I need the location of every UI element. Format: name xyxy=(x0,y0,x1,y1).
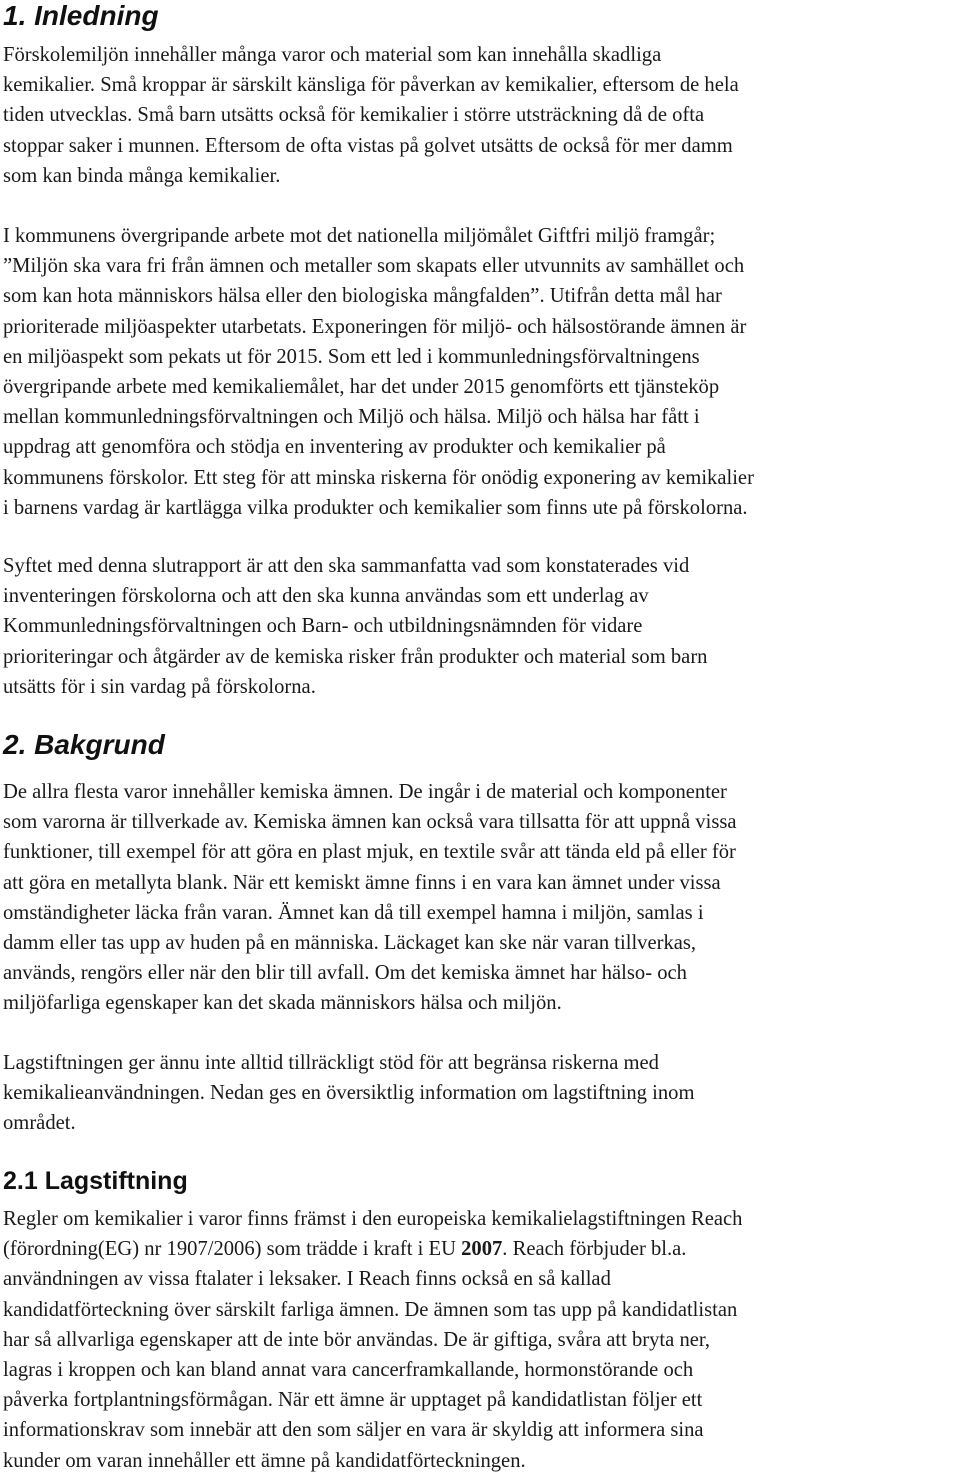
text-line: Lagstiftningen ger ännu inte alltid tillräckligt stöd för att begränsa riskerna med xyxy=(3,1052,659,1074)
text-line: I kommunens övergripande arbete mot det nationella miljömålet Giftfri miljö framgår; xyxy=(3,225,716,247)
text-run: . Reach förbjuder bl.a. xyxy=(502,1238,687,1261)
text-line: stoppar saker i munnen. Eftersom de ofta vistas på golvet utsätts de också för mer damm xyxy=(3,134,733,157)
text-line: som varorna är tillverkade av. Kemiska ämnen kan också vara tillsatta för att uppnå vissa xyxy=(3,811,737,834)
text-line: kemikalieanvändningen. Nedan ges en översiktlig information om lagstiftning inom xyxy=(3,1082,695,1105)
text-line: prioriterade miljöaspekter utarbetats. Exponeringen för miljö- och hälsostörande ämnen är xyxy=(3,315,747,338)
text-line: kunder om varan innehåller ett ämne på kandidatförteckningen. xyxy=(3,1449,526,1472)
text-line: funktioner, till exempel för att göra en plast mjuk, en textile svår att tända eld på eller för xyxy=(3,841,736,864)
paragraph-lagstiftning-reach xyxy=(3,1204,955,1476)
text-line: omständigheter läcka från varan. Ämnet kan då till exempel hamna i miljön, samlas i xyxy=(3,901,704,924)
bold-year: 2007 xyxy=(461,1238,503,1261)
text-line: damm eller tas upp av huden på en människa. Läckaget kan ske när varan tillverkas, xyxy=(3,932,697,955)
text-line: Kommunledningsförvaltningen och Barn- och utbildningsnämnden för vidare xyxy=(3,615,643,638)
text-line: tiden utvecklas. Små barn utsätts också för kemikalier i större utsträckning då de ofta xyxy=(3,104,705,127)
text-line: Regler om kemikalier i varor finns främst i den europeiska kemikalielagstiftningen Reach xyxy=(3,1208,743,1230)
text-line: lagras i kroppen och kan bland annat vara cancerframkallande, hormonstörande och xyxy=(3,1359,694,1382)
paragraph-inledning-kommunens-arbete xyxy=(3,221,955,523)
paragraph-bakgrund-varor xyxy=(3,777,955,1019)
text-line: ”Miljön ska vara fri från ämnen och metaller som skapats eller utvunnits av samhället och xyxy=(3,255,745,278)
text-line: att göra en metallyta blank. När ett kemiskt ämne finns i en vara kan ämnet under vissa xyxy=(3,871,721,894)
text-line: prioriteringar och åtgärder av de kemiska risker från produkter och material som barn xyxy=(3,645,708,668)
text-line: området. xyxy=(3,1112,76,1135)
text-line: mellan kommunledningsförvaltningen och Miljö och hälsa. Miljö och hälsa har fått i xyxy=(3,406,700,429)
text-line: uppdrag att genomföra och stödja en inventering av produkter och kemikalier på xyxy=(3,436,666,459)
text-line: Syftet med denna slutrapport är att den ska sammanfatta vad som konstaterades vid xyxy=(3,555,690,577)
text-line: som kan binda många kemikalier. xyxy=(3,164,281,187)
text-line: en miljöaspekt som pekats ut för 2015. Som ett led i kommunledningsförvaltningens xyxy=(3,345,700,368)
text-line: utsätts för i sin vardag på förskolorna. xyxy=(3,675,316,698)
text-line: kemikalier. Små kroppar är särskilt känsliga för påverkan av kemikalier, eftersom de hela xyxy=(3,74,739,97)
text-line: används, rengörs eller när den blir till avfall. Om det kemiska ämnet har hälso- och xyxy=(3,962,687,985)
text-run: (förordning(EG) nr 1907/2006) som trädde i kraft i EU xyxy=(3,1238,462,1261)
text-line: De allra flesta varor innehåller kemiska ämnen. De ingår i de material och komponenter xyxy=(3,781,727,803)
text-line: inventeringen förskolorna och att den ska kunna användas som ett underlag av xyxy=(3,585,649,608)
section-heading-bakgrund: 2. Bakgrund xyxy=(3,729,165,760)
paragraph-inledning-intro xyxy=(3,40,955,191)
text-line: Förskolemiljön innehåller många varor och material som kan innehålla skadliga xyxy=(3,44,662,66)
text-line: kommunens förskolor. Ett steg för att minska riskerna för onödig exponering av kemikalier xyxy=(3,466,754,489)
text-line: har så allvarliga egenskaper att de inte bör användas. De är giftiga, svåra att bryta ner, xyxy=(3,1328,711,1351)
paragraph-inledning-syfte xyxy=(3,551,955,702)
text-line-with-bold xyxy=(3,1234,955,1264)
text-line: kandidatförteckning över särskilt farliga ämnen. De ämnen som tas upp på kandidatlistan xyxy=(3,1298,738,1321)
section-heading-lagstiftning: 2.1 Lagstiftning xyxy=(3,1167,188,1195)
text-line: informationskrav som innebär att den som säljer en vara är skyldig att informera sina xyxy=(3,1419,704,1442)
section-heading-inledning: 1. Inledning xyxy=(3,0,159,31)
text-line: som kan hota människors hälsa eller den biologiska mångfalden”. Utifrån detta mål har xyxy=(3,285,722,308)
text-line: användningen av vissa ftalater i leksaker. I Reach finns också en så kallad xyxy=(3,1268,611,1291)
text-line: miljöfarliga egenskaper kan det skada människors hälsa och miljön. xyxy=(3,992,562,1015)
text-line: övergripande arbete med kemikaliemålet, har det under 2015 genomförts ett tjänsteköp xyxy=(3,376,720,399)
paragraph-bakgrund-lagstiftning xyxy=(3,1048,955,1139)
text-line: i barnens vardag är kartlägga vilka produkter och kemikalier som finns ute på förskolorna. xyxy=(3,496,748,519)
text-line: påverka fortplantningsförmågan. När ett ämne är upptaget på kandidatlistan följer ett xyxy=(3,1389,703,1412)
